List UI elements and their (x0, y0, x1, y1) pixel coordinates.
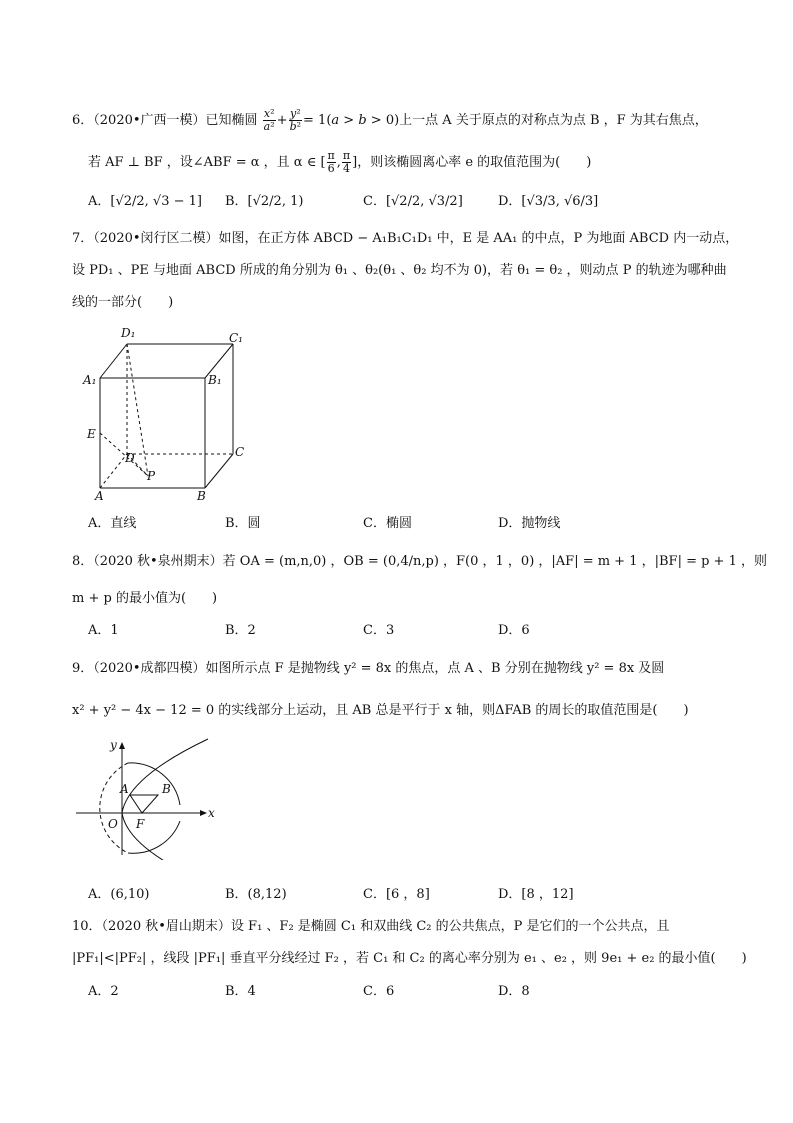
parabola-figure (70, 735, 220, 860)
label-y: y (110, 738, 117, 752)
q6-opt-c[interactable]: C．[√2/2, √3/2] (363, 194, 463, 209)
q6-frac-pi4: $\frac{\pi}{4}$ (342, 149, 351, 175)
label-d: D (125, 451, 135, 465)
q6-head: 6．（2020•广西一模）已知椭圆 (72, 113, 258, 128)
q6-line2-b: ]，则该椭圆离心率 e 的取值范围为( ) (352, 155, 592, 170)
label-b1: B₁ (208, 373, 222, 387)
circle-dashed-arc (100, 763, 128, 853)
label-x: x (208, 806, 215, 820)
q7-line1: 7．（2020•闵行区二模）如图，在正方体 ABCD − A₁B₁C₁D₁ 中，E 是 AA₁ 的中点，P 为地面 ABCD 内一动点， (72, 231, 739, 246)
q9-opt-d[interactable]: D．[8 ，12] (498, 887, 574, 902)
label-o: O (108, 817, 118, 831)
q6-opt-b[interactable]: B．[√2/2, 1) (225, 194, 304, 209)
q9-opt-a[interactable]: A．(6,10) (88, 887, 150, 902)
q7-line3: 线的一部分( ) (72, 295, 174, 310)
q10-opt-d[interactable]: D．8 (498, 984, 530, 999)
label-e: E (87, 427, 96, 441)
label-a: A (95, 489, 104, 503)
q7-opt-a[interactable]: A．直线 (88, 516, 137, 531)
label-c1: C₁ (229, 331, 243, 345)
label-b: B (162, 782, 171, 796)
label-d1: D₁ (121, 326, 136, 340)
q9-line1: 9．（2020•成都四模）如图所示点 F 是抛物线 y² = 8x 的焦点，点 A 、B 分别在抛物线 y² = 8x 及圆 (72, 661, 665, 676)
q6-frac-pi6: $\frac{\pi}{6}$ (327, 149, 335, 175)
label-p: P (147, 469, 156, 483)
q10-line1: 10．（2020 秋•眉山期末）设 F₁ 、F₂ 是椭圆 C₁ 和双曲线 C₂ 的公共焦点，P 是它们的一个公共点，且 (72, 919, 670, 934)
q8-opt-b[interactable]: B．2 (225, 623, 256, 638)
q9-line2: x² + y² − 4x − 12 = 0 的实线部分上运动，且 AB 总是平行于 x 轴，则ΔFAB 的周长的取值范围是( ) (72, 703, 689, 718)
edge-bc (205, 454, 233, 488)
q10-line2: |PF₁|<|PF₂| ，线段 |PF₁| 垂直平分线经过 F₂ ，若 C₁ 和 C₂ 的离心率分别为 e₁ 、e₂ ，则 9e₁ + e₂ 的最小值( ) (72, 951, 747, 966)
q7-opt-c[interactable]: C．椭圆 (363, 516, 412, 531)
triangle-fab (130, 795, 158, 813)
q8-line2: m + p 的最小值为( ) (72, 591, 218, 606)
q6-tail: 上一点 A 关于原点的对称点为点 B ，F 为其右焦点， (399, 113, 708, 128)
q8-opt-c[interactable]: C．3 (363, 623, 395, 638)
q7-line2: 设 PD₁ 、PE 与地面 ABCD 所成的角分别为 θ₁ 、θ₂(θ₁ 、θ₂ 均不为 0)，若 θ₁ = θ₂ ，则动点 P 的轨迹为哪种曲 (72, 263, 727, 278)
edge-a1d1 (100, 344, 127, 378)
edge-ad (100, 454, 127, 488)
q6-opt-a[interactable]: A．[√2/2, √3 − 1] (88, 194, 202, 209)
q8-line1: 8．（2020 秋•泉州期末）若 OA = (m,n,0) ，OB = (0,4/n,p) ，F(0 ，1 ，0) ，|AF| = m + 1 ，|BF| = p + 1 ，则 (72, 554, 767, 569)
q10-opt-b[interactable]: B．4 (225, 984, 256, 999)
q9-opt-b[interactable]: B．(8,12) (225, 887, 287, 902)
label-a: A (120, 782, 129, 796)
q8-opt-d[interactable]: D．6 (498, 623, 530, 638)
q7-opt-b[interactable]: B．圆 (225, 516, 261, 531)
q6-line2: 若 AF ⊥ BF ，设∠ABF = α ，且 α ∈ [ $\frac{\pi}{6}$ , $\frac{\pi}{4}$ ]，则该椭圆离心率 e 的取值范围为( ) (88, 149, 592, 175)
q10-opt-a[interactable]: A．2 (88, 984, 119, 999)
y-arrow-icon (119, 742, 125, 749)
q8-opt-a[interactable]: A．1 (88, 623, 119, 638)
label-f: F (136, 817, 145, 831)
circle-solid-arc-top (128, 763, 180, 805)
label-a1: A₁ (83, 373, 97, 387)
q9-opt-c[interactable]: C．[6 ，8] (363, 887, 430, 902)
q6-line1: 6．（2020•广西一模）已知椭圆 $\frac{\text{x²}}{\text{a²}}$ + $\frac{\text{y²}}{\text{b²}}$ = 1(a > b > 0)上一点 A 关于原点的对称点为点 B ，F 为其右焦点， (72, 107, 708, 133)
cube-figure (75, 320, 255, 510)
q7-opt-d[interactable]: D．抛物线 (498, 516, 561, 531)
x-arrow-icon (200, 810, 207, 816)
q6-opt-d[interactable]: D．[√3/3, √6/3] (498, 194, 599, 209)
label-b: B (197, 489, 206, 503)
q6-frac-y: $\frac{\text{y²}}{\text{b²}}$ (289, 107, 302, 133)
q6-frac-x: $\frac{\text{x²}}{\text{a²}}$ (263, 107, 275, 133)
q10-opt-c[interactable]: C．6 (363, 984, 395, 999)
q6-line2-a: 若 AF ⊥ BF ，设∠ABF = α ，且 α ∈ [ (88, 155, 326, 170)
label-c: C (235, 445, 245, 459)
